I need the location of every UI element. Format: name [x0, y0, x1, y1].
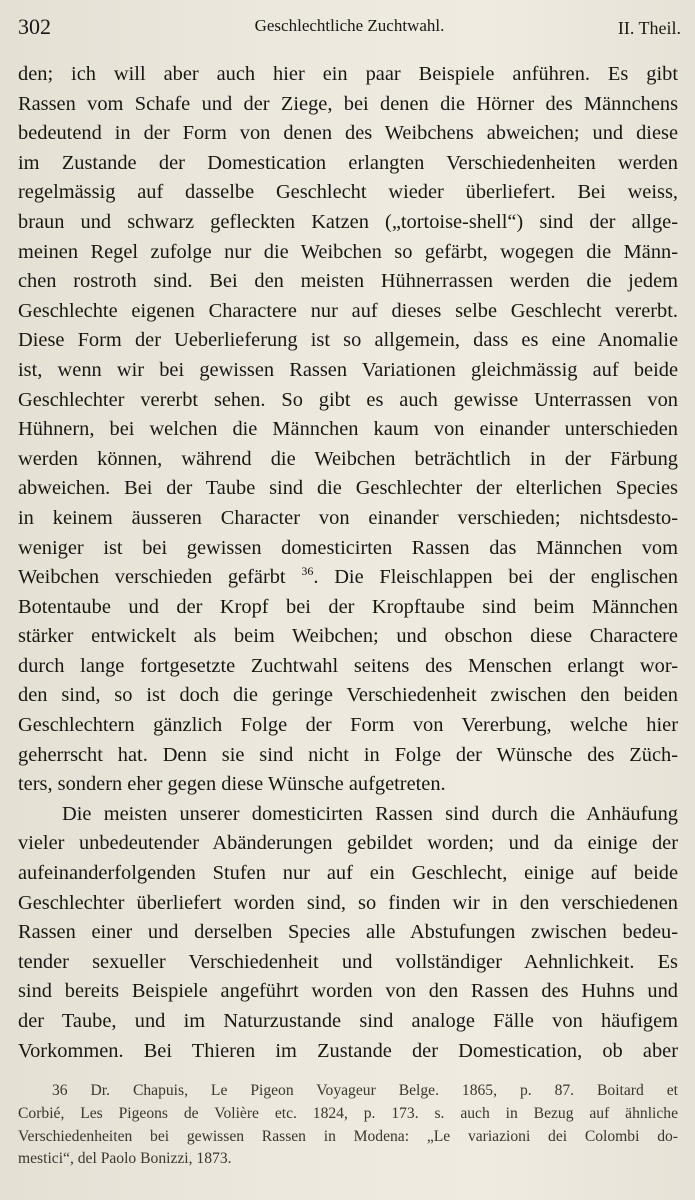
text-line: ters, sondern eher gegen diese Wünsche aufgetreten.	[18, 773, 446, 796]
text-line: den; ich will aber auch hier ein paar Beispiele anführen. Es gibt	[18, 63, 678, 85]
page-number: 302	[18, 14, 51, 39]
text-line: Geschlechtern gänzlich Folge der Form von Vererbung, welche hier	[18, 714, 678, 737]
text-line: geherrscht hat. Denn sie sind nicht in Folge der Wünsche des Züch-	[18, 743, 678, 766]
text-line: tender sexueller Verschiedenheit und vollständiger Aehnlichkeit. Es	[18, 950, 678, 973]
footnote-line: Verschiedenheiten bei gewissen Rassen in Modena: „Le variazioni dei Colombi do-	[18, 1127, 678, 1145]
text-line: weniger ist bei gewissen domesticirten Rassen das Männchen vom	[18, 536, 678, 559]
text-line: sind bereits Beispiele angeführt worden von den Rassen des Huhns und	[18, 980, 678, 1003]
footnote-line: 36 Dr. Chapuis, Le Pigeon Voyageur Belge. 1865, p. 87. Boitard et	[52, 1082, 678, 1099]
text-line: durch lange fortgesetzte Zuchtwahl seitens des Menschen erlangt wor-	[18, 654, 678, 677]
text-line: Rassen einer und derselben Species alle Abstufungen zwischen bedeu-	[18, 921, 678, 944]
text-line: meinen Regel zufolge nur die Weibchen so gefärbt, wogegen die Männ-	[18, 240, 678, 263]
text-line: Die meisten unserer domesticirten Rassen sind durch die Anhäufung	[62, 802, 678, 825]
text-line: der Taube, und im Naturzustande sind analoge Fälle von häufigem	[18, 1010, 678, 1032]
footnote-line: mestici“, del Paolo Bonizzi, 1873.	[18, 1150, 232, 1168]
text-line: Diese Form der Ueberlieferung ist so allgemein, dass es eine Anomalie	[18, 329, 678, 352]
running-header	[18, 14, 681, 44]
text-line: werden können, während die Weibchen beträchtlich in der Färbung	[18, 447, 678, 470]
text-segment: . Die Fleischlappen bei der englischen	[313, 566, 678, 589]
footnote-ref[interactable]: 36	[301, 564, 314, 579]
text-line: Vorkommen. Bei Thieren im Zustande der Domestication, ob aber	[18, 1039, 678, 1062]
text-line: den sind, so ist doch die geringe Verschiedenheit zwischen den beiden	[18, 684, 678, 707]
text-line: vieler unbedeutender Abänderungen gebildet worden; und da einige der	[18, 832, 678, 855]
text-line: im Zustande der Domestication erlangten Verschiedenheiten werden	[18, 151, 678, 174]
text-line: Geschlechter überliefert worden sind, so finden wir in den verschiedenen	[18, 891, 678, 914]
text-line: chen rostroth sind. Bei den meisten Hühnerrassen werden die jedem	[18, 270, 678, 293]
text-line: bedeutend in der Form von denen des Weibchens abweichen; und diese	[18, 122, 678, 145]
text-line: regelmässig auf dasselbe Geschlecht wieder überliefert. Bei weiss,	[18, 181, 678, 204]
text-line: aufeinanderfolgenden Stufen nur auf ein Geschlecht, einige auf beide	[18, 862, 678, 885]
running-title: Geschlechtliche Zuchtwahl.	[254, 16, 445, 35]
text-line: Rassen vom Schafe und der Ziege, bei denen die Hörner des Männchens	[18, 92, 678, 115]
text-line-with-footnote-ref	[18, 563, 678, 593]
footnotes	[18, 1080, 678, 1171]
text-line: stärker entwickelt als beim Weibchen; und obschon diese Charactere	[18, 625, 678, 648]
text-segment: Weibchen verschieden gefärbt	[18, 566, 286, 589]
main-text	[18, 60, 678, 1066]
text-line: in keinem äusseren Character von einander verschieden; nichtsdesto-	[18, 506, 678, 529]
text-line: Geschlechte eigenen Charactere nur auf dieses selbe Geschlecht vererbt.	[18, 299, 678, 322]
footnote-divider	[18, 1066, 678, 1067]
text-line: ist, wenn wir bei gewissen Rassen Variationen gleichmässig auf beide	[18, 358, 678, 381]
text-line: abweichen. Bei der Taube sind die Geschlechter der elterlichen Species	[18, 477, 678, 500]
text-line: Geschlechter vererbt sehen. So gibt es auch gewisse Unterrassen von	[18, 388, 678, 411]
text-line: braun und schwarz gefleckten Katzen („tortoise-shell“) sind der allge-	[18, 210, 678, 233]
text-line: Hühnern, bei welchen die Männchen kaum von einander unterschieden	[18, 418, 678, 441]
part-label: II. Theil.	[617, 18, 681, 38]
footnote-line: Corbié, Les Pigeons de Volière etc. 1824, p. 173. s. auch in Bezug auf ähnliche	[18, 1104, 678, 1122]
text-line: Botentaube und der Kropf bei der Kropftaube sind beim Männchen	[18, 595, 678, 618]
